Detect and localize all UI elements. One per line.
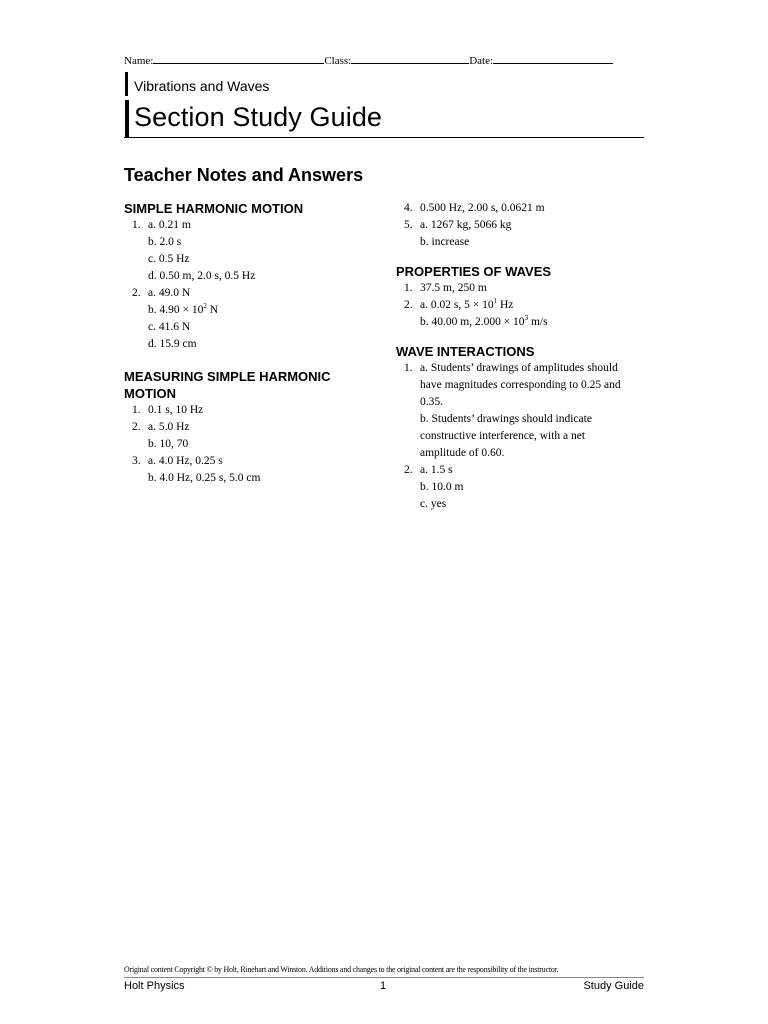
answer-text: a. 1.5 s	[420, 464, 453, 476]
date-blank	[493, 52, 613, 64]
answer-text: 0.35.	[420, 396, 443, 408]
answer-unit: m/s	[528, 316, 548, 328]
answer-number: 1.	[132, 404, 141, 416]
right-column	[396, 200, 646, 513]
answer-text: b. 4.90 × 10	[148, 304, 204, 316]
answer-number: 2.	[132, 421, 141, 433]
exponent: 1	[493, 297, 498, 306]
answer-unit: N	[206, 304, 219, 316]
interactions-list	[404, 360, 646, 513]
footer-right: Study Guide	[583, 980, 644, 992]
answer-text: a. 0.21 m	[148, 219, 191, 231]
section-heading-measuring: MEASURING SIMPLE HARMONIC	[124, 369, 331, 384]
subject-title: Vibrations and Waves	[134, 78, 270, 94]
name-blank	[153, 52, 324, 64]
answer-line	[404, 217, 646, 234]
answer-line	[404, 411, 646, 428]
answer-line	[404, 234, 646, 251]
answer-line	[132, 234, 374, 251]
answer-line	[132, 419, 374, 436]
answer-text: b. increase	[420, 236, 470, 248]
answer-line	[132, 402, 374, 419]
section-heading-measuring-cont: MOTION	[124, 386, 176, 401]
answer-number: 1.	[404, 362, 413, 374]
answer-number: 4.	[404, 202, 413, 214]
measuring-list	[132, 402, 374, 487]
answer-text: a. 0.02 s, 5 × 10	[420, 299, 494, 311]
answer-line	[404, 445, 646, 462]
section-heading-interactions: WAVE INTERACTIONS	[396, 344, 535, 359]
answer-text: d. 15.9 cm	[148, 338, 197, 350]
class-blank	[351, 52, 469, 64]
answer-number: 2.	[404, 299, 413, 311]
answer-line	[132, 285, 374, 302]
footer-left: Holt Physics	[124, 980, 185, 992]
answer-text: b. 4.0 Hz, 0.25 s, 5.0 cm	[148, 472, 261, 484]
answer-line	[404, 394, 646, 411]
answer-line	[404, 280, 646, 297]
answer-text: a. Students’ drawings of amplitudes should	[420, 362, 618, 374]
answer-line	[404, 428, 646, 445]
answer-number: 1.	[132, 219, 141, 231]
answer-text: b. 10, 70	[148, 438, 189, 450]
title-bar	[125, 100, 129, 138]
student-info-line	[124, 52, 644, 67]
answer-text: a. 49.0 N	[148, 287, 191, 299]
answer-line	[404, 462, 646, 479]
answer-text: a. 1267 kg, 5066 kg	[420, 219, 512, 231]
answer-line	[132, 251, 374, 268]
answer-text: b. Students’ drawings should indicate	[420, 413, 592, 425]
answer-line	[404, 377, 646, 394]
answer-text: 37.5 m, 250 m	[420, 282, 487, 294]
copyright-notice: Original content Copyright © by Holt, Rinehart and Winston. Additions and changes to the original content are the responsibility of the instructor.	[124, 964, 559, 974]
name-label: Name:	[124, 55, 154, 67]
answer-text: d. 0.50 m, 2.0 s, 0.5 Hz	[148, 270, 256, 282]
answer-number: 2.	[132, 287, 141, 299]
left-column	[124, 200, 374, 487]
answer-line	[404, 314, 646, 331]
answer-line	[132, 319, 374, 336]
answer-text: a. 4.0 Hz, 0.25 s	[148, 455, 223, 467]
answer-text: c. 0.5 Hz	[148, 253, 190, 265]
answer-number: 3.	[132, 455, 141, 467]
answer-line	[132, 470, 374, 487]
footer-rule	[124, 977, 644, 978]
answer-line	[132, 436, 374, 453]
answer-text: b. 40.00 m, 2.000 × 10	[420, 316, 525, 328]
answer-line	[404, 479, 646, 496]
title-rule	[124, 137, 644, 138]
section-heading-properties: PROPERTIES OF WAVES	[396, 264, 552, 279]
answer-line	[132, 217, 374, 234]
page-title: Section Study Guide	[134, 102, 383, 132]
answer-number: 2.	[404, 464, 413, 476]
section-heading-shm: SIMPLE HARMONIC MOTION	[124, 201, 304, 216]
exponent: 2	[203, 302, 207, 311]
shm-list	[132, 217, 374, 353]
answer-number: 1.	[404, 282, 413, 294]
date-label: Date:	[469, 55, 494, 67]
answer-number: 5.	[404, 219, 413, 231]
answer-text: c. yes	[420, 498, 447, 510]
answer-line	[132, 302, 374, 319]
page-number: 1	[380, 980, 387, 992]
answer-line	[404, 496, 646, 513]
answer-text: b. 2.0 s	[148, 236, 182, 248]
answer-unit: Hz	[497, 299, 514, 311]
class-label: Class:	[324, 55, 352, 67]
subject-bar	[125, 72, 128, 96]
section-subtitle: Teacher Notes and Answers	[124, 165, 364, 185]
exponent: 3	[524, 314, 529, 323]
answer-text: amplitude of 0.60.	[420, 447, 505, 459]
continued-list	[404, 200, 646, 251]
answer-line	[132, 453, 374, 470]
answer-line	[404, 360, 646, 377]
answer-text: b. 10.0 m	[420, 481, 464, 493]
answer-text: constructive interference, with a net	[420, 430, 586, 442]
answer-text: a. 5.0 Hz	[148, 421, 190, 433]
answer-text: 0.500 Hz, 2.00 s, 0.0621 m	[420, 202, 545, 214]
answer-text: c. 41.6 N	[148, 321, 191, 333]
answer-text: 0.1 s, 10 Hz	[148, 404, 204, 416]
answer-text: have magnitudes corresponding to 0.25 and	[420, 379, 621, 391]
answer-line	[404, 200, 646, 217]
answer-line	[404, 297, 646, 314]
answer-line	[132, 268, 374, 285]
properties-list	[404, 280, 646, 331]
answer-line	[132, 336, 374, 353]
